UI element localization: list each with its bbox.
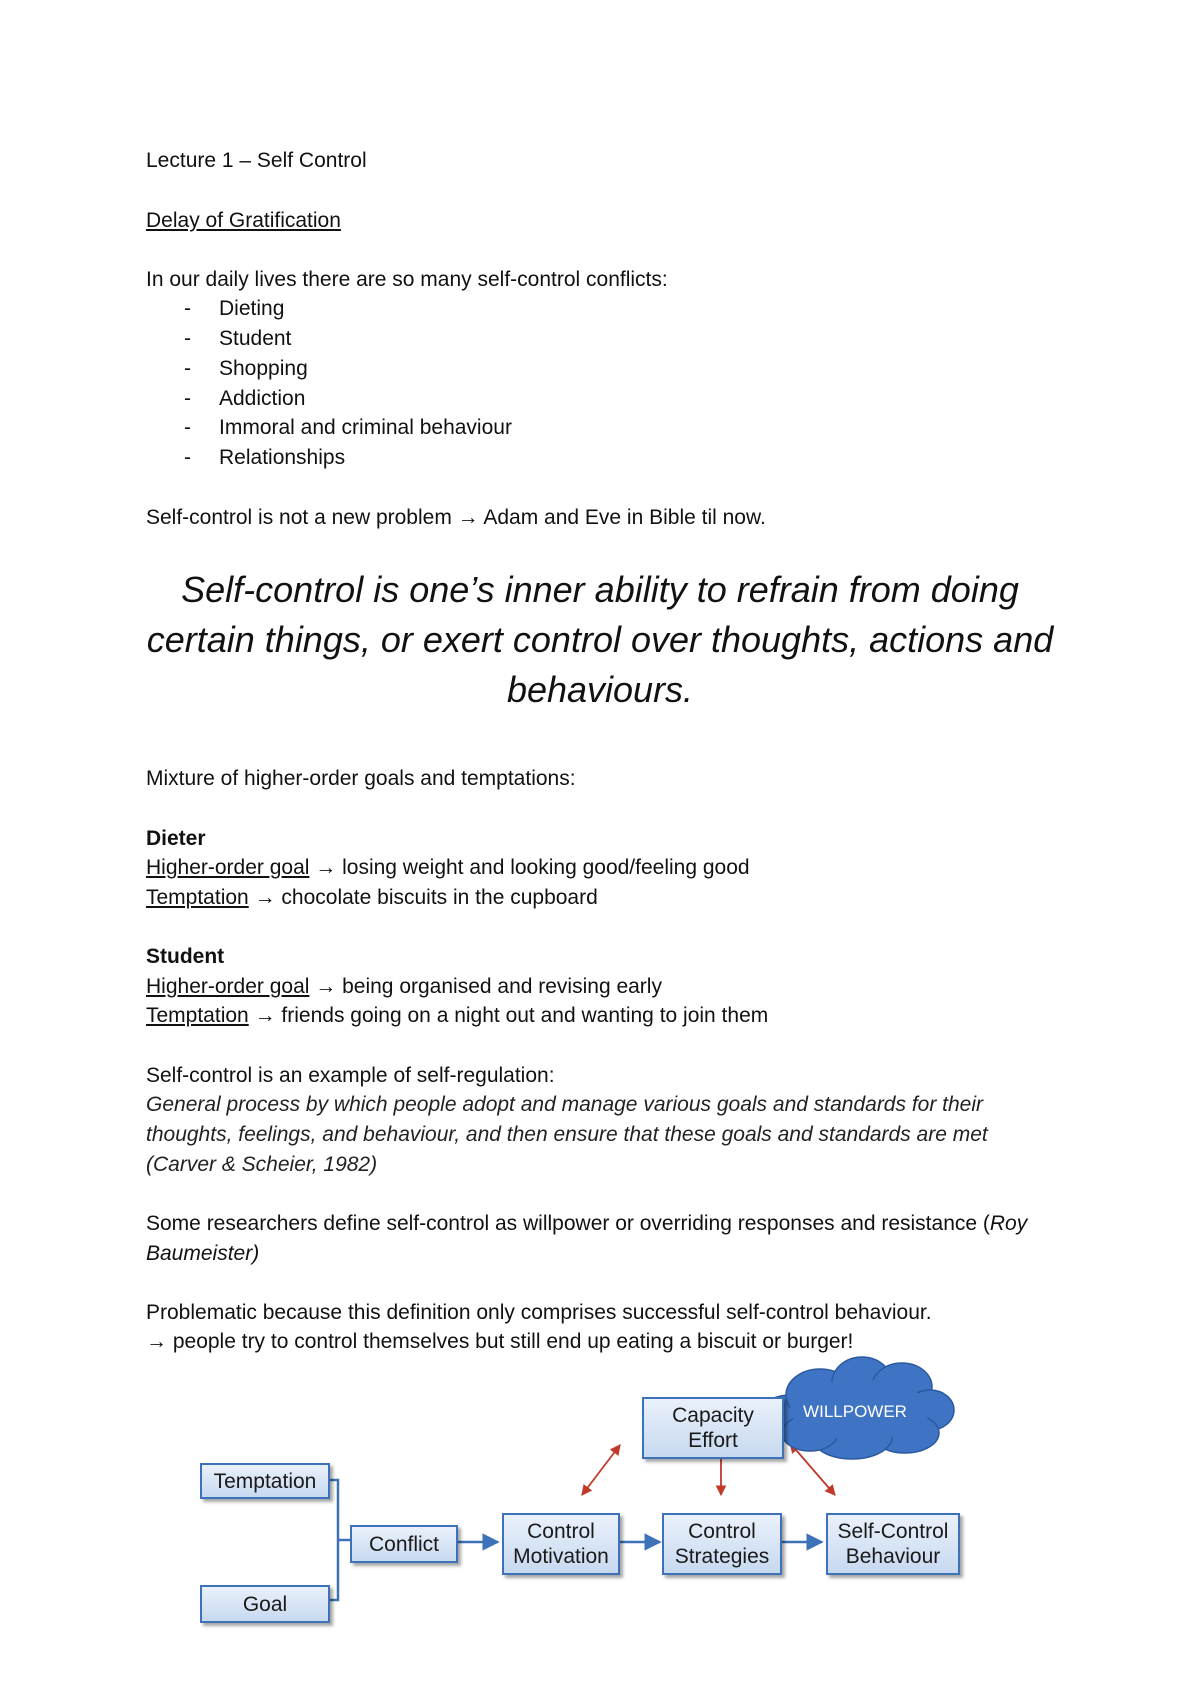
control-strategies-box	[662, 1513, 782, 1575]
example-temptation	[146, 883, 598, 913]
box-line: Behaviour	[845, 1545, 941, 1568]
researchers-text: Some researchers define self-control as willpower or overriding responses and resistance (	[146, 1212, 990, 1235]
lecture-title: Lecture 1 – Self Control	[146, 149, 367, 172]
list-bullet: -	[184, 327, 191, 350]
box-line: Capacity	[672, 1404, 754, 1427]
problematic-line: Problematic because this definition only comprises successful self-control behaviour.	[146, 1301, 932, 1324]
goal-label: Higher-order goal	[146, 856, 310, 879]
box-line: Strategies	[674, 1545, 770, 1568]
arrow-icon: →	[315, 856, 337, 879]
researchers-citation: Roy Baumeister)	[146, 1212, 1028, 1265]
list-bullet: -	[184, 357, 191, 380]
researchers-definition	[146, 1209, 1066, 1269]
regulation-definition: General process by which people adopt and manage various goals and standards for their thoughts, feelings, and behaviour, and then ensure that these goals and standards are met (Carver & Scheier, 1982)	[146, 1093, 988, 1176]
regulation-lead: Self-control is an example of self-regulation:	[146, 1064, 555, 1087]
self-control-diagram	[190, 1345, 990, 1650]
example-temptation	[146, 1001, 768, 1031]
red-arrow-left	[582, 1445, 620, 1495]
list-bullet: -	[184, 416, 191, 439]
self-control-behaviour-box	[826, 1513, 960, 1575]
bracket-line	[330, 1480, 338, 1600]
arrow-icon: →	[146, 1330, 167, 1353]
example-goal	[146, 853, 750, 883]
example-goal	[146, 972, 662, 1002]
box-line: Control	[527, 1520, 595, 1543]
list-bullet: -	[184, 297, 191, 320]
section-heading: Delay of Gratification	[146, 209, 341, 232]
willpower-label: WILLPOWER	[803, 1402, 907, 1421]
control-motivation-box	[502, 1513, 620, 1575]
list-item: Relationships	[219, 446, 346, 469]
not-new-problem	[146, 503, 766, 533]
temptation-label: Temptation	[146, 886, 249, 909]
goal-text: being organised and revising early	[336, 975, 662, 998]
list-bullet: -	[184, 387, 191, 410]
goal-box: Goal	[200, 1585, 330, 1623]
list-item: Addiction	[219, 387, 306, 410]
list-item: Student	[219, 327, 292, 350]
list-item: Shopping	[219, 357, 308, 380]
conflict-box: Conflict	[350, 1525, 458, 1563]
box-line: Effort	[688, 1429, 738, 1452]
goal-label: Higher-order goal	[146, 975, 310, 998]
example-heading: Dieter	[146, 827, 206, 850]
not-new-text: Self-control is not a new problem	[146, 506, 458, 529]
goal-text: losing weight and looking good/feeling good	[336, 856, 750, 879]
list-bullet: -	[184, 446, 191, 469]
temptation-text: friends going on a night out and wanting to join them	[275, 1004, 769, 1027]
problematic-followup-text: people try to control themselves but still end up eating a biscuit or burger!	[167, 1330, 854, 1353]
temptation-box: Temptation	[200, 1463, 330, 1499]
example-heading: Student	[146, 945, 225, 968]
mixture-intro: Mixture of higher-order goals and temptations:	[146, 767, 576, 790]
temptation-label: Temptation	[146, 1004, 249, 1027]
arrow-icon: →	[254, 886, 276, 909]
list-item: Immoral and criminal behaviour	[219, 416, 512, 439]
capacity-effort-box	[642, 1397, 784, 1459]
temptation-text: chocolate biscuits in the cupboard	[275, 886, 598, 909]
conflicts-intro: In our daily lives there are so many self-control conflicts:	[146, 268, 668, 291]
definition-quote: Self-control is one’s inner ability to refrain from doing certain things, or exert control over thoughts, actions and behaviours.	[146, 569, 1054, 710]
arrow-icon: →	[254, 1004, 276, 1027]
box-line: Control	[688, 1520, 756, 1543]
not-new-text-end: Adam and Eve in Bible til now.	[478, 506, 766, 529]
list-item: Dieting	[219, 297, 285, 320]
box-line: Motivation	[513, 1545, 609, 1568]
arrow-icon: →	[457, 506, 479, 529]
arrow-icon: →	[315, 975, 337, 998]
box-line: Self-Control	[837, 1520, 949, 1543]
